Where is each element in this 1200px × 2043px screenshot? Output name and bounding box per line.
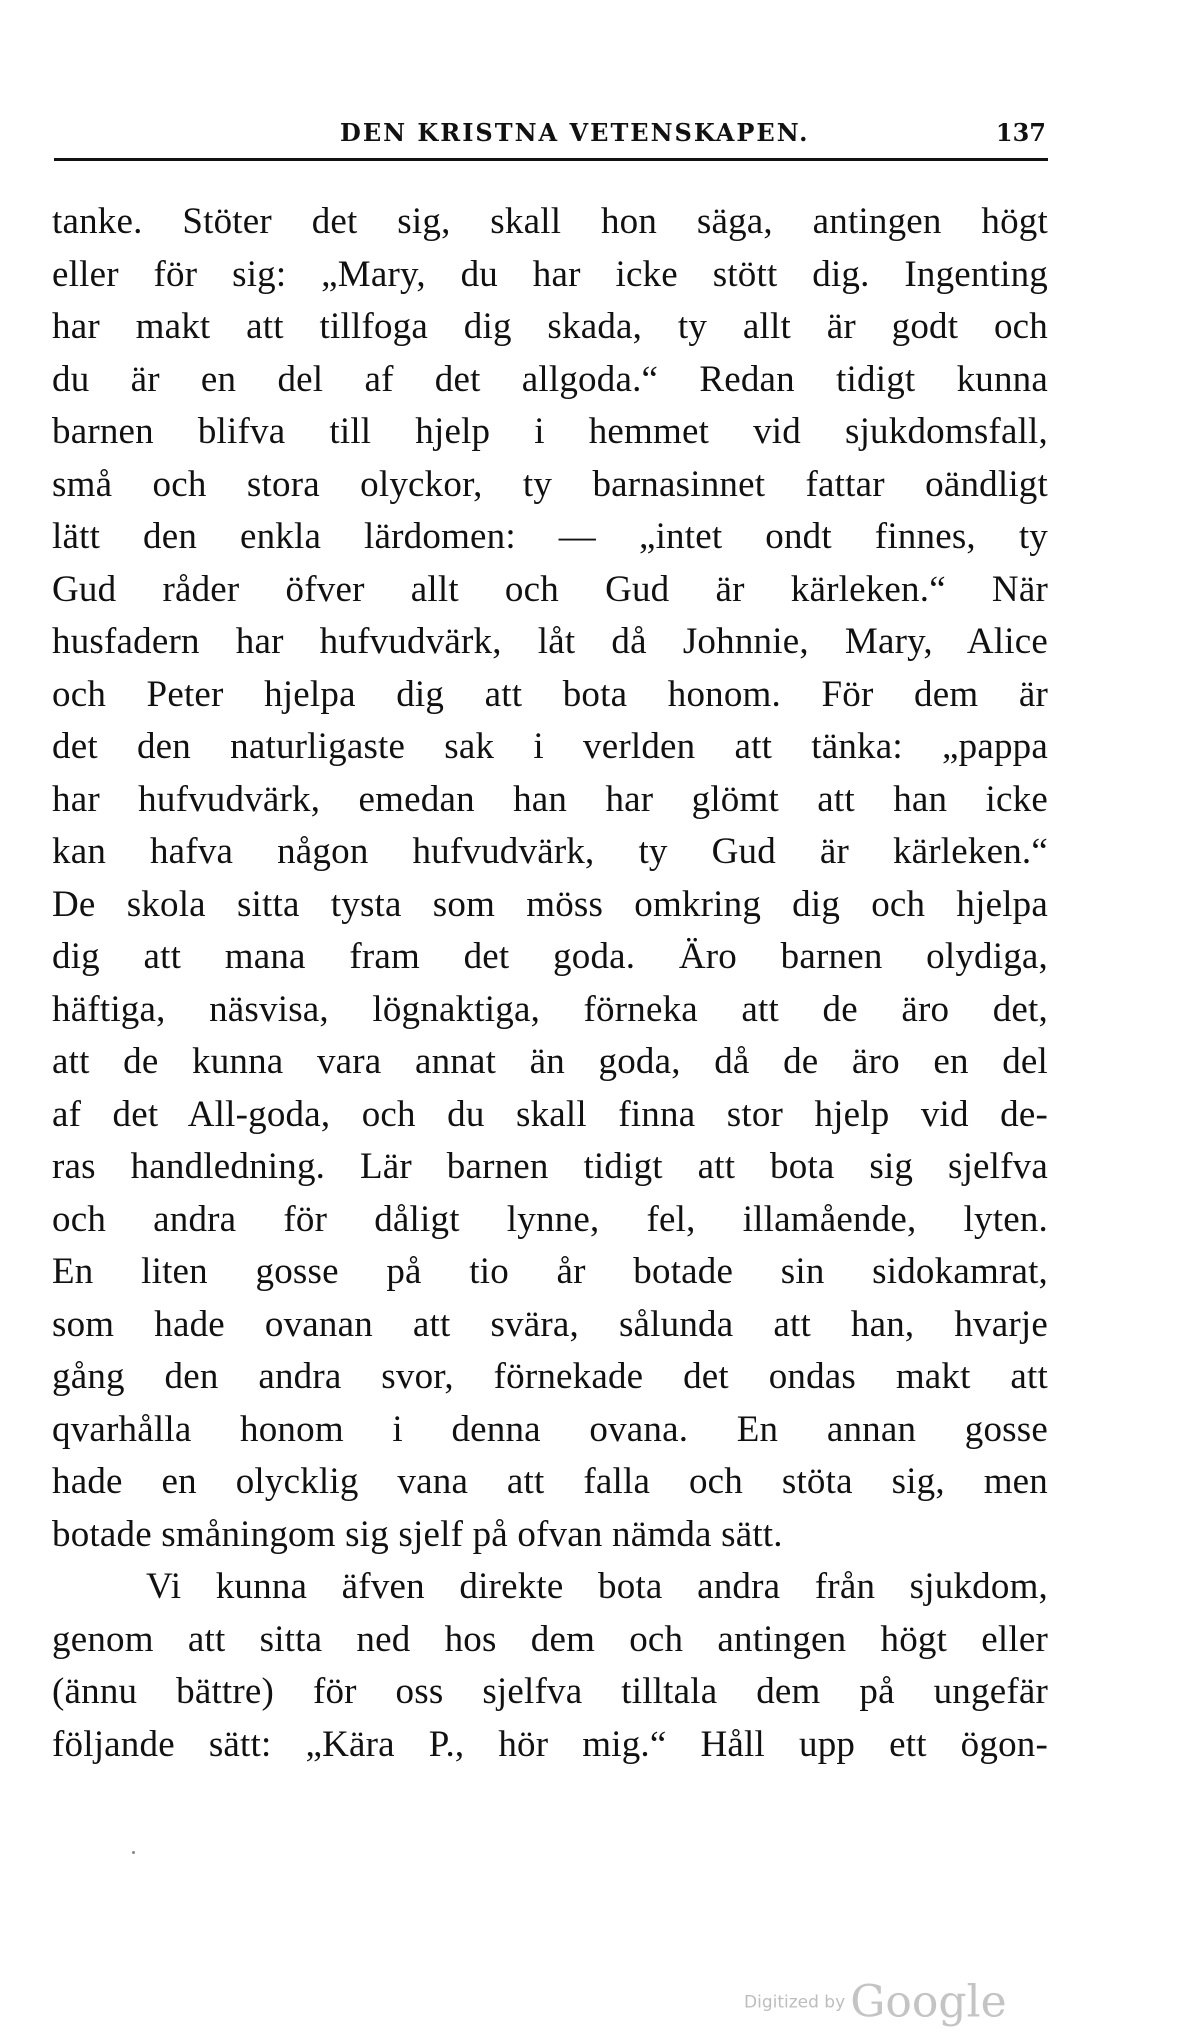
text-line: hade en olycklig vana att falla och stöta sig, men [52, 1461, 1048, 1502]
text-line-paragraph-start: Vi kunna äfven direkte bota andra från sjukdom, [146, 1566, 1048, 1607]
text-line: ras handledning. Lär barnen tidigt att bota sig sjelfva [52, 1146, 1048, 1187]
body-text [52, 196, 1048, 1771]
text-line: (ännu bättre) för oss sjelfva tilltala dem på ungefär [52, 1671, 1048, 1712]
text-line: qvarhålla honom i denna ovana. En annan gosse [52, 1408, 1048, 1450]
digitized-label: Digitized by [744, 1992, 846, 2013]
text-line: genom att sitta ned hos dem och antingen högt eller [52, 1618, 1048, 1660]
text-line: af det All-goda, och du skall finna stor hjelp vid de- [52, 1093, 1048, 1135]
text-line: dig att mana fram det goda. Äro barnen olydiga, [52, 936, 1048, 977]
text-line: lätt den enkla lärdomen: — „intet ondt finnes, ty [52, 516, 1048, 557]
running-header [54, 118, 1048, 161]
text-line: du är en del af det allgoda.“ Redan tidigt kunna [52, 358, 1048, 400]
text-line: eller för sig: „Mary, du har icke stött dig. Ingenting [52, 253, 1048, 295]
text-line: och Peter hjelpa dig att bota honom. För dem är [52, 673, 1048, 715]
text-line: har makt att tillfoga dig skada, ty allt är godt och [52, 306, 1048, 347]
text-line: tanke. Stöter det sig, skall hon säga, antingen högt [52, 201, 1048, 242]
google-logo: Google [850, 1976, 1007, 2028]
page-number: 137 [995, 118, 1046, 147]
text-line: kan hafva någon hufvudvärk, ty Gud är kärleken.“ [52, 831, 1048, 872]
text-line: följande sätt: „Kära P., hör mig.“ Håll upp ett ögon- [52, 1723, 1048, 1765]
text-line: häftiga, näsvisa, lögnaktiga, förneka att de äro det, [52, 988, 1048, 1030]
text-line: barnen blifva till hjelp i hemmet vid sjukdomsfall, [52, 411, 1048, 452]
text-line: Gud råder öfver allt och Gud är kärleken.“ När [52, 568, 1048, 610]
paper-speck [132, 1851, 135, 1854]
text-line: att de kunna vara annat än goda, då de äro en del [52, 1041, 1048, 1082]
text-line: husfadern har hufvudvärk, låt då Johnnie, Mary, Alice [52, 621, 1048, 662]
text-line: små och stora olyckor, ty barnasinnet fattar oändligt [52, 463, 1048, 505]
text-line: det den naturligaste sak i verlden att tänka: „pappa [52, 726, 1048, 767]
text-line: En liten gosse på tio år botade sin sidokamrat, [52, 1251, 1048, 1292]
digitized-watermark [744, 1976, 1007, 2028]
text-line: De skola sitta tysta som möss omkring dig och hjelpa [52, 883, 1048, 925]
text-line: som hade ovanan att svära, sålunda att han, hvarje [52, 1303, 1048, 1345]
text-line: har hufvudvärk, emedan han har glömt att han icke [52, 778, 1048, 820]
text-line: och andra för dåligt lynne, fel, illamående, lyten. [52, 1198, 1048, 1240]
running-title: DEN KRISTNA VETENSKAPEN. [340, 118, 810, 147]
text-line: gång den andra svor, förnekade det ondas makt att [52, 1356, 1048, 1397]
text-line-paragraph-end: botade småningom sig sjelf på ofvan nämda sätt. [52, 1513, 783, 1555]
